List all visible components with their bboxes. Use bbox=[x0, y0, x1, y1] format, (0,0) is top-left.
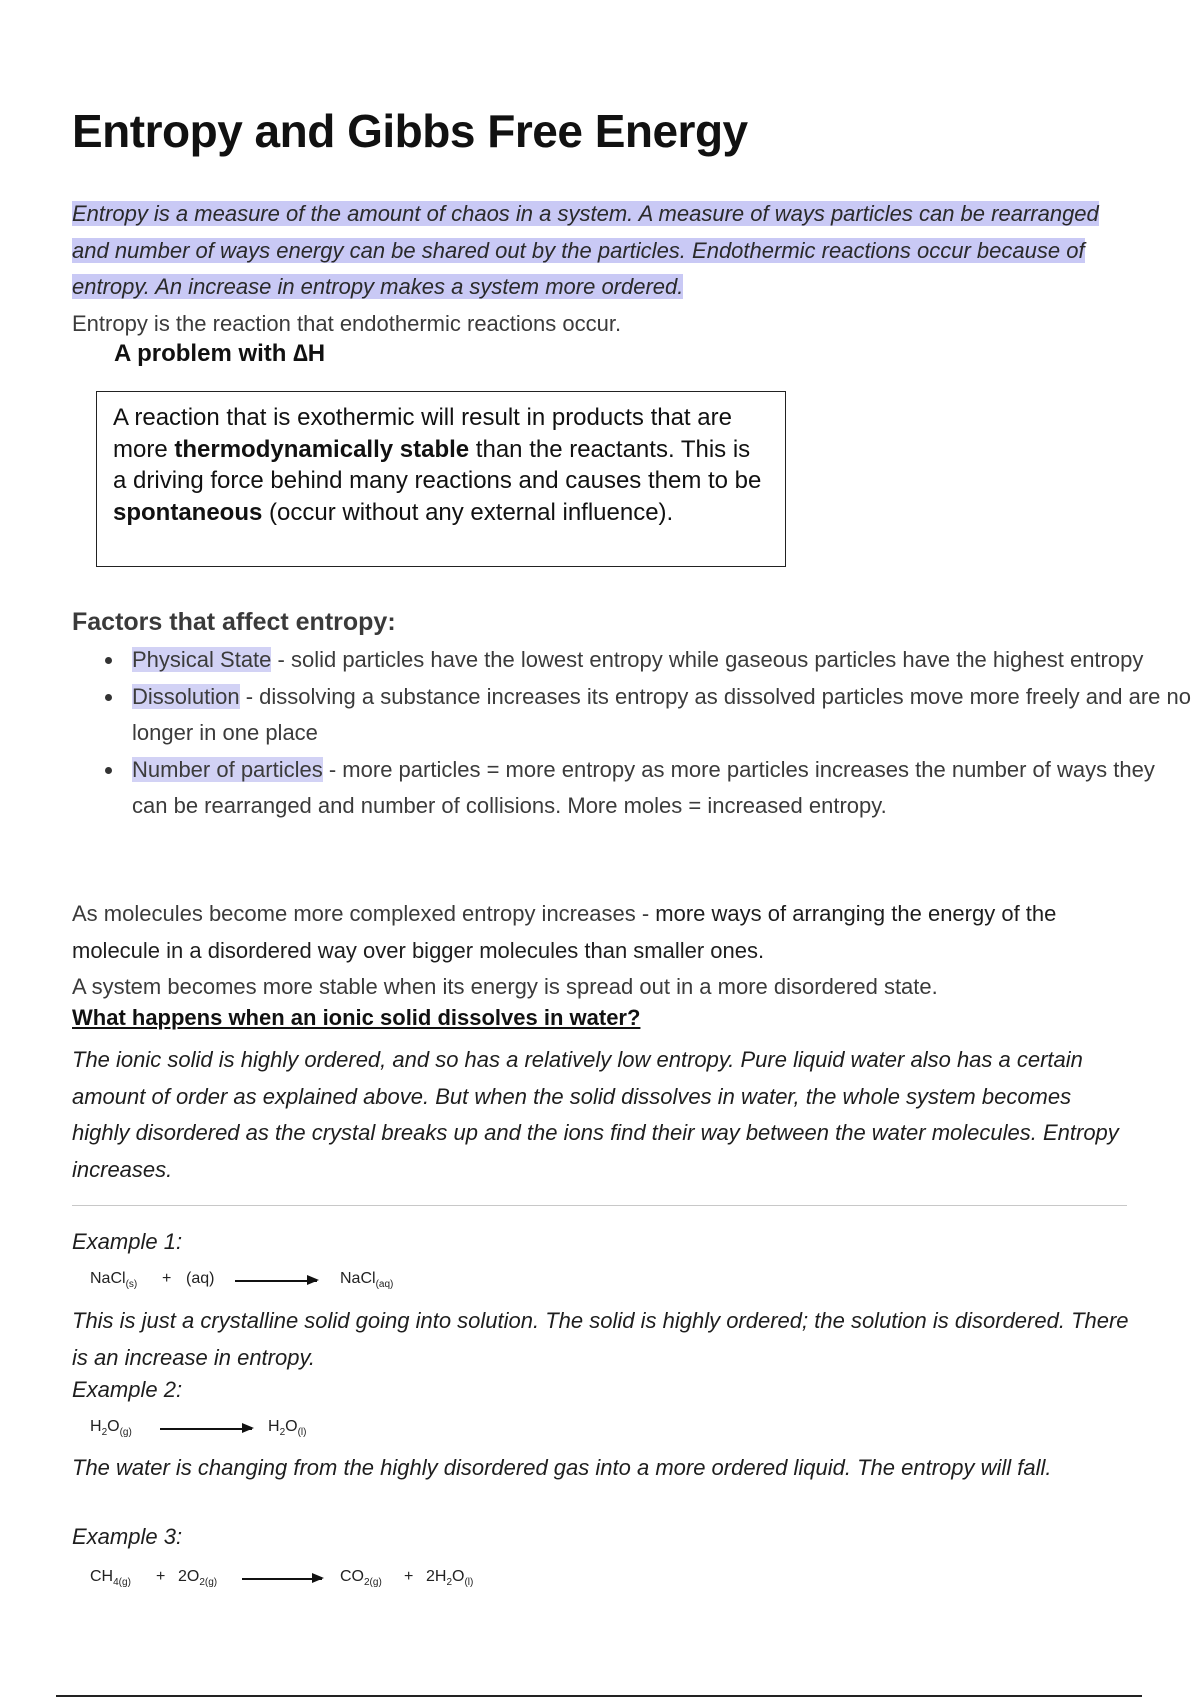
example-2-equation bbox=[90, 1414, 410, 1444]
example-1-label: Example 1: bbox=[72, 1229, 183, 1254]
ionic-solid-answer: The ionic solid is highly ordered, and so has a relatively low entropy. Pure liquid water also has a certain amount of order as explained above. But when the solid dissolves in water, the whole system becomes highly disordered as the crystal breaks up and the ions find their way between the water molecules. Entropy increases. bbox=[72, 1047, 1119, 1182]
intro-paragraph bbox=[72, 196, 1132, 342]
section-divider bbox=[72, 1205, 1127, 1206]
eq-product: $CO_{2(g)}$ bbox=[340, 1568, 382, 1589]
factors-list bbox=[72, 642, 1192, 825]
complexity-text-2: more ways of arranging the energy of the molecule in a disordered way over bigger molecules than smaller ones. bbox=[72, 901, 1057, 963]
eq-product-2: $2H_2O_{(l)}$ bbox=[426, 1568, 474, 1589]
box-bold-stable: thermodynamically stable bbox=[174, 435, 470, 463]
eq-reactant: $CH_{4(g)}$ bbox=[90, 1568, 131, 1589]
factor-text: - dissolving a substance increases its entropy as dissolved particles move more freely and are no longer in one place bbox=[132, 683, 1191, 745]
ionic-solid-question: What happens when an ionic solid dissolves in water? bbox=[72, 1005, 641, 1030]
eq-product: NaCl$_{(aq)}$ bbox=[340, 1270, 394, 1291]
reaction-arrow bbox=[242, 1578, 322, 1580]
example-1-text: This is just a crystalline solid going into solution. The solid is highly ordered; the solution is disordered. There is an increase in entropy. bbox=[72, 1308, 1129, 1370]
example-1-equation bbox=[90, 1266, 510, 1296]
complexity-paragraph bbox=[72, 896, 1132, 969]
factor-text: - more particles = more entropy as more particles increases the number of ways they can be rearranged and number of collisions. More moles = increased entropy. bbox=[132, 756, 1155, 818]
box-text-2: than the reactants. This is a driving force behind many reactions and causes them to be bbox=[113, 435, 762, 494]
eq-reactant: NaCl$_{(s)}$ bbox=[90, 1270, 138, 1291]
eq-plus: + bbox=[162, 1270, 172, 1287]
factor-text: - solid particles have the lowest entropy while gaseous particles have the highest entropy bbox=[271, 647, 1144, 672]
box-text-3: (occur without any external influence). bbox=[262, 498, 674, 526]
factor-term: Physical State bbox=[132, 647, 272, 672]
example-3-label: Example 3: bbox=[72, 1524, 183, 1549]
list-item bbox=[132, 752, 1192, 825]
box-bold-spontaneous: spontaneous bbox=[113, 498, 263, 526]
factor-term: Dissolution bbox=[132, 683, 240, 709]
eq-reactant-2: $2O_{2(g)}$ bbox=[178, 1568, 218, 1589]
eq-plus-2: + bbox=[404, 1568, 414, 1585]
page-title: Entropy and Gibbs Free Energy bbox=[72, 105, 748, 157]
intro-plain-text: Entropy is the reaction that endothermic reactions occur. bbox=[72, 310, 622, 336]
reaction-arrow bbox=[160, 1428, 252, 1430]
list-item bbox=[132, 642, 1192, 679]
example-3-equation bbox=[90, 1564, 570, 1594]
example-2-text: The water is changing from the highly disordered gas into a more ordered liquid. The entropy will fall. bbox=[72, 1455, 1052, 1480]
stability-paragraph: A system becomes more stable when its energy is spread out in a more disordered state. bbox=[72, 974, 938, 999]
factors-heading: Factors that affect entropy: bbox=[72, 608, 396, 636]
example-2-label: Example 2: bbox=[72, 1377, 183, 1402]
intro-highlighted-text: Entropy is a measure of the amount of chaos in a system. A measure of ways particles can be rearranged and number of ways energy can be shared out by the particles. Endothermic reactions occur because of entropy. An increase in entropy makes a system more ordered. bbox=[72, 201, 1099, 299]
box-text-1: A reaction that is exothermic will result in products that are more bbox=[113, 404, 732, 463]
eq-reactant: $H_2O_{(g)}$ bbox=[90, 1418, 132, 1439]
problem-heading: A problem with ∆H bbox=[114, 340, 326, 367]
list-item bbox=[132, 679, 1192, 752]
exothermic-note-box bbox=[96, 391, 786, 567]
eq-plus: + bbox=[156, 1568, 166, 1585]
eq-product: $H_2O_{(l)}$ bbox=[268, 1418, 307, 1439]
reaction-arrow bbox=[235, 1280, 317, 1282]
factor-term: Number of particles bbox=[132, 756, 323, 782]
complexity-text-1: As molecules become more complexed entropy increases - bbox=[72, 901, 656, 926]
eq-reactant-2: (aq) bbox=[186, 1270, 215, 1287]
page-bottom-rule bbox=[56, 1695, 1142, 1697]
